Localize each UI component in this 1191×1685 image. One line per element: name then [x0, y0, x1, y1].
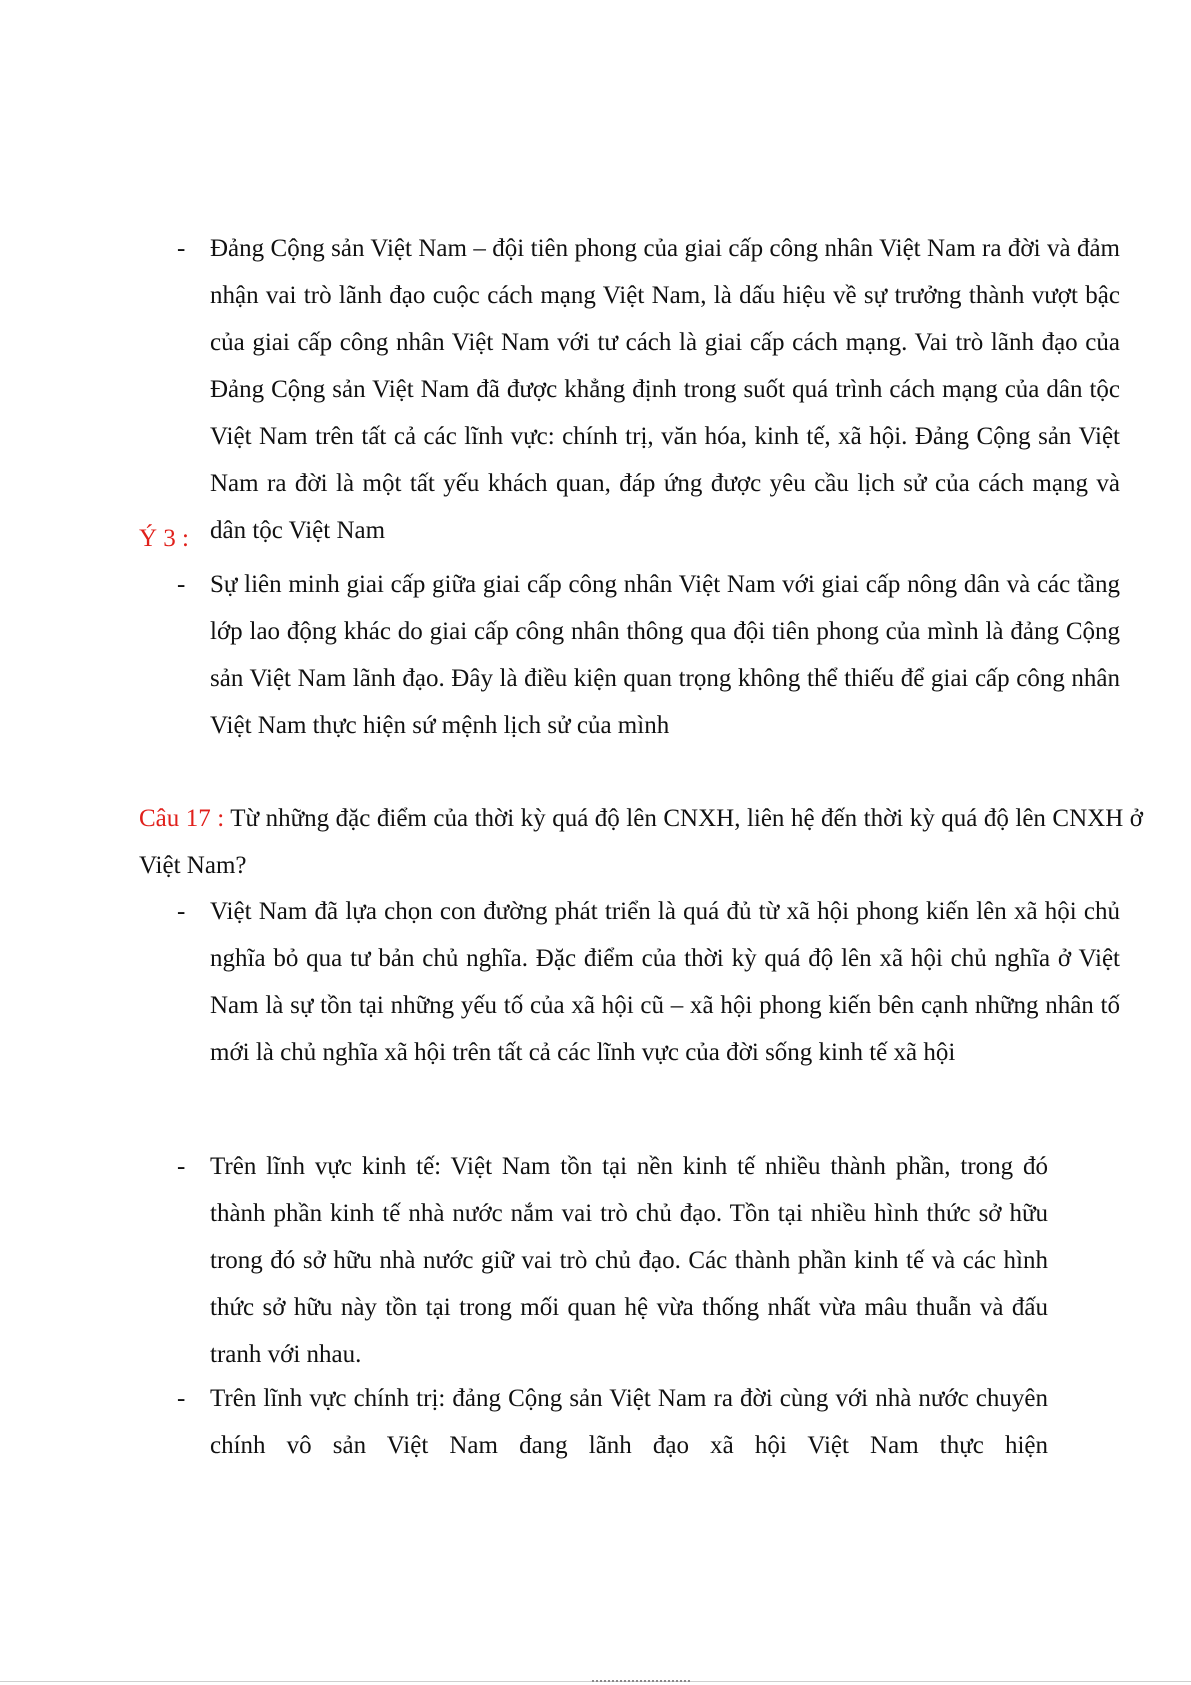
paragraph-dang-cong-san: Đảng Cộng sản Việt Nam – đội tiên phong của giai cấp công nhân Việt Nam ra đời và đảm nhận vai trò lãnh đạo cuộc cách mạng Việt Nam, là dấu hiệu về sự trưởng thành vượt bậc của giai cấp công nhân Việt Nam với tư cách là giai cấp cách mạng. Vai trò lãnh đạo của Đảng Cộng sản Việt Nam đã được khẳng định trong suốt quá trình cách mạng của dân tộc Việt Nam trên tất cả các lĩnh vực: chính trị, văn hóa, kinh tế, xã hội. Đảng Cộng sản Việt Nam ra đời là một tất yếu khách quan, đáp ứng được yêu cầu lịch sử của cách mạng và dân tộc Việt Nam	[210, 235, 1120, 544]
footer-dotted-mark	[592, 1680, 690, 1682]
bullet-dash: -	[177, 571, 186, 598]
heading-y3: Ý 3 :	[139, 525, 189, 552]
question-text: Từ những đặc điểm của thời kỳ quá độ lên CNXH, liên hệ đến thời kỳ quá độ lên CNXH ở Việt Nam?	[139, 805, 1143, 879]
paragraph-con-duong-phat-trien: Việt Nam đã lựa chọn con đường phát triển là quá đủ từ xã hội phong kiến lên xã hội chủ nghĩa bỏ qua tư bản chủ nghĩa. Đặc điểm của thời kỳ quá độ lên xã hội chủ nghĩa ở Việt Nam là sự tồn tại những yếu tố của xã hội cũ – xã hội phong kiến bên cạnh những nhân tố mới là chủ nghĩa xã hội trên tất cả các lĩnh vực của đời sống kinh tế xã hội	[210, 898, 1120, 1066]
question-17	[139, 795, 1143, 889]
paragraph-linh-vuc-kinh-te: Trên lĩnh vực kinh tế: Việt Nam tồn tại nền kinh tế nhiều thành phần, trong đó thành phần kinh tế nhà nước nắm vai trò chủ đạo. Tồn tại nhiều hình thức sở hữu trong đó sở hữu nhà nước giữ vai trò chủ đạo. Các thành phần kinh tế và các hình thức sở hữu này tồn tại trong mối quan hệ vừa thống nhất vừa mâu thuẫn và đấu tranh với nhau.	[210, 1153, 1048, 1368]
paragraph-linh-vuc-chinh-tri: Trên lĩnh vực chính trị: đảng Cộng sản Việt Nam ra đời cùng với nhà nước chuyên chính vô sản Việt Nam đang lãnh đạo xã hội Việt Nam thực hiện	[210, 1385, 1048, 1459]
bullet-dash: -	[177, 898, 186, 925]
bullet-dash: -	[177, 235, 186, 262]
question-label: Câu 17 :	[139, 805, 225, 832]
paragraph-lien-minh-giai-cap: Sự liên minh giai cấp giữa giai cấp công nhân Việt Nam với giai cấp nông dân và các tầng lớp lao động khác do giai cấp công nhân thông qua đội tiên phong của mình là đảng Cộng sản Việt Nam lãnh đạo. Đây là điều kiện quan trọng không thể thiếu để giai cấp công nhân Việt Nam thực hiện sứ mệnh lịch sử của mình	[210, 571, 1120, 739]
bullet-dash: -	[177, 1153, 186, 1180]
bullet-dash: -	[177, 1385, 186, 1412]
